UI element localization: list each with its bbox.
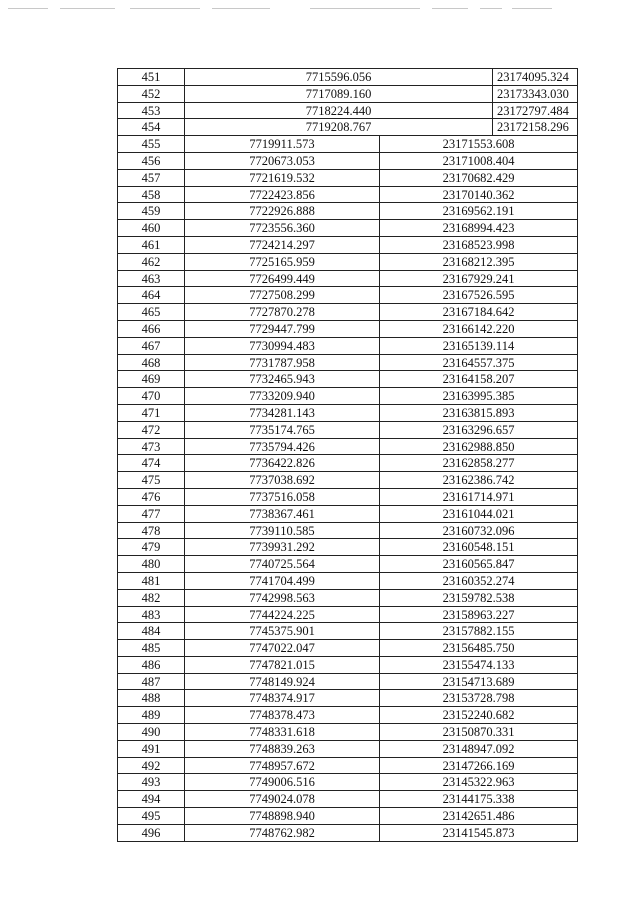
x-coordinate-cell: 7726499.449 bbox=[184, 270, 379, 287]
point-number-cell: 462 bbox=[117, 253, 184, 270]
x-coordinate-cell: 7748762.982 bbox=[184, 824, 379, 841]
y-coordinate-cell: 23152240.682 bbox=[379, 706, 578, 723]
table-row bbox=[117, 186, 581, 203]
point-number-cell: 474 bbox=[117, 454, 184, 471]
coordinate-table bbox=[117, 68, 581, 841]
y-coordinate-cell: 23163296.657 bbox=[379, 421, 578, 438]
x-coordinate-cell: 7744224.225 bbox=[184, 606, 379, 623]
x-coordinate-cell: 7748839.263 bbox=[184, 740, 379, 757]
y-coordinate-cell: 23155474.133 bbox=[379, 656, 578, 673]
point-number-cell: 457 bbox=[117, 169, 184, 186]
point-number-cell: 488 bbox=[117, 689, 184, 706]
y-coordinate-cell: 23141545.873 bbox=[379, 824, 578, 841]
table-row bbox=[117, 555, 581, 572]
point-number-cell: 481 bbox=[117, 572, 184, 589]
table-row bbox=[117, 85, 581, 102]
point-number-cell: 455 bbox=[117, 135, 184, 152]
x-coordinate-cell: 7727508.299 bbox=[184, 286, 379, 303]
y-coordinate-cell: 23142651.486 bbox=[379, 807, 578, 824]
x-coordinate-cell: 7720673.053 bbox=[184, 152, 379, 169]
x-coordinate-cell: 7722423.856 bbox=[184, 186, 379, 203]
x-coordinate-cell: 7731787.958 bbox=[184, 354, 379, 371]
point-number-cell: 465 bbox=[117, 303, 184, 320]
point-number-cell: 468 bbox=[117, 354, 184, 371]
table-row bbox=[117, 169, 581, 186]
x-coordinate-cell: 7719208.767 bbox=[184, 118, 492, 135]
table-row bbox=[117, 757, 581, 774]
y-coordinate-cell: 23160352.274 bbox=[379, 572, 578, 589]
table-row bbox=[117, 505, 581, 522]
x-coordinate-cell: 7748331.618 bbox=[184, 723, 379, 740]
y-coordinate-cell: 23165139.114 bbox=[379, 337, 578, 354]
table-row bbox=[117, 639, 581, 656]
table-row bbox=[117, 807, 581, 824]
x-coordinate-cell: 7739931.292 bbox=[184, 538, 379, 555]
x-coordinate-cell: 7724214.297 bbox=[184, 236, 379, 253]
table-row bbox=[117, 723, 581, 740]
table-row bbox=[117, 673, 581, 690]
x-coordinate-cell: 7742998.563 bbox=[184, 589, 379, 606]
y-coordinate-cell: 23161044.021 bbox=[379, 505, 578, 522]
table-row bbox=[117, 404, 581, 421]
y-coordinate-cell: 23166142.220 bbox=[379, 320, 578, 337]
y-coordinate-cell: 23144175.338 bbox=[379, 790, 578, 807]
x-coordinate-cell: 7748378.473 bbox=[184, 706, 379, 723]
point-number-cell: 459 bbox=[117, 202, 184, 219]
x-coordinate-cell: 7748957.672 bbox=[184, 757, 379, 774]
x-coordinate-cell: 7745375.901 bbox=[184, 622, 379, 639]
point-number-cell: 475 bbox=[117, 471, 184, 488]
y-coordinate-cell: 23171008.404 bbox=[379, 152, 578, 169]
y-coordinate-cell: 23156485.750 bbox=[379, 639, 578, 656]
point-number-cell: 476 bbox=[117, 488, 184, 505]
x-coordinate-cell: 7732465.943 bbox=[184, 370, 379, 387]
table-row bbox=[117, 740, 581, 757]
point-number-cell: 469 bbox=[117, 370, 184, 387]
table-row bbox=[117, 102, 581, 119]
x-coordinate-cell: 7734281.143 bbox=[184, 404, 379, 421]
x-coordinate-cell: 7741704.499 bbox=[184, 572, 379, 589]
y-coordinate-cell: 23150870.331 bbox=[379, 723, 578, 740]
y-coordinate-cell: 23147266.169 bbox=[379, 757, 578, 774]
x-coordinate-cell: 7738367.461 bbox=[184, 505, 379, 522]
y-coordinate-cell: 23160565.847 bbox=[379, 555, 578, 572]
table-row bbox=[117, 320, 581, 337]
y-coordinate-cell: 23168523.998 bbox=[379, 236, 578, 253]
point-number-cell: 490 bbox=[117, 723, 184, 740]
y-coordinate-cell: 23171553.608 bbox=[379, 135, 578, 152]
point-number-cell: 494 bbox=[117, 790, 184, 807]
y-coordinate-cell: 23160548.151 bbox=[379, 538, 578, 555]
point-number-cell: 453 bbox=[117, 102, 184, 119]
y-coordinate-cell: 23157882.155 bbox=[379, 622, 578, 639]
x-coordinate-cell: 7739110.585 bbox=[184, 522, 379, 539]
point-number-cell: 466 bbox=[117, 320, 184, 337]
table-row bbox=[117, 522, 581, 539]
table-row bbox=[117, 303, 581, 320]
y-coordinate-cell: 23164557.375 bbox=[379, 354, 578, 371]
x-coordinate-cell: 7719911.573 bbox=[184, 135, 379, 152]
y-coordinate-cell: 23158963.227 bbox=[379, 606, 578, 623]
table-row bbox=[117, 286, 581, 303]
x-coordinate-cell: 7747022.047 bbox=[184, 639, 379, 656]
y-coordinate-cell: 23162988.850 bbox=[379, 438, 578, 455]
y-coordinate-cell: 23168994.423 bbox=[379, 219, 578, 236]
table-row bbox=[117, 118, 581, 135]
x-coordinate-cell: 7721619.532 bbox=[184, 169, 379, 186]
table-row bbox=[117, 152, 581, 169]
x-coordinate-cell: 7725165.959 bbox=[184, 253, 379, 270]
point-number-cell: 458 bbox=[117, 186, 184, 203]
table-row bbox=[117, 68, 581, 85]
point-number-cell: 482 bbox=[117, 589, 184, 606]
y-coordinate-cell: 23167929.241 bbox=[379, 270, 578, 287]
table-row bbox=[117, 370, 581, 387]
x-coordinate-cell: 7737516.058 bbox=[184, 488, 379, 505]
y-coordinate-cell: 23145322.963 bbox=[379, 773, 578, 790]
point-number-cell: 452 bbox=[117, 85, 184, 102]
table-row bbox=[117, 387, 581, 404]
table-row bbox=[117, 253, 581, 270]
x-coordinate-cell: 7737038.692 bbox=[184, 471, 379, 488]
point-number-cell: 451 bbox=[117, 68, 184, 85]
table-row bbox=[117, 202, 581, 219]
point-number-cell: 480 bbox=[117, 555, 184, 572]
point-number-cell: 479 bbox=[117, 538, 184, 555]
x-coordinate-cell: 7748898.940 bbox=[184, 807, 379, 824]
table-bottom-border bbox=[117, 841, 578, 842]
y-coordinate-cell: 23162858.277 bbox=[379, 454, 578, 471]
point-number-cell: 477 bbox=[117, 505, 184, 522]
y-coordinate-cell: 23159782.538 bbox=[379, 589, 578, 606]
point-number-cell: 467 bbox=[117, 337, 184, 354]
x-coordinate-cell: 7730994.483 bbox=[184, 337, 379, 354]
point-number-cell: 471 bbox=[117, 404, 184, 421]
x-coordinate-cell: 7740725.564 bbox=[184, 555, 379, 572]
point-number-cell: 461 bbox=[117, 236, 184, 253]
table-row bbox=[117, 421, 581, 438]
point-number-cell: 473 bbox=[117, 438, 184, 455]
point-number-cell: 491 bbox=[117, 740, 184, 757]
table-row bbox=[117, 488, 581, 505]
table-row bbox=[117, 773, 581, 790]
table-row bbox=[117, 354, 581, 371]
point-number-cell: 484 bbox=[117, 622, 184, 639]
table-row bbox=[117, 135, 581, 152]
table-row bbox=[117, 270, 581, 287]
x-coordinate-cell: 7735794.426 bbox=[184, 438, 379, 455]
y-coordinate-cell: 23160732.096 bbox=[379, 522, 578, 539]
x-coordinate-cell: 7723556.360 bbox=[184, 219, 379, 236]
y-coordinate-cell: 23161714.971 bbox=[379, 488, 578, 505]
table-row bbox=[117, 454, 581, 471]
table-row bbox=[117, 706, 581, 723]
y-coordinate-cell: 23170682.429 bbox=[379, 169, 578, 186]
x-coordinate-cell: 7735174.765 bbox=[184, 421, 379, 438]
table-row bbox=[117, 689, 581, 706]
point-number-cell: 470 bbox=[117, 387, 184, 404]
point-number-cell: 485 bbox=[117, 639, 184, 656]
point-number-cell: 456 bbox=[117, 152, 184, 169]
x-coordinate-cell: 7749024.078 bbox=[184, 790, 379, 807]
x-coordinate-cell: 7748149.924 bbox=[184, 673, 379, 690]
x-coordinate-cell: 7748374.917 bbox=[184, 689, 379, 706]
table-row bbox=[117, 337, 581, 354]
point-number-cell: 492 bbox=[117, 757, 184, 774]
x-coordinate-cell: 7727870.278 bbox=[184, 303, 379, 320]
y-coordinate-cell: 23172797.484 bbox=[492, 102, 578, 119]
table-row bbox=[117, 538, 581, 555]
table-row bbox=[117, 471, 581, 488]
scan-artifact-line bbox=[0, 2, 640, 16]
x-coordinate-cell: 7733209.940 bbox=[184, 387, 379, 404]
y-coordinate-cell: 23170140.362 bbox=[379, 186, 578, 203]
point-number-cell: 464 bbox=[117, 286, 184, 303]
point-number-cell: 478 bbox=[117, 522, 184, 539]
table-row bbox=[117, 824, 581, 841]
x-coordinate-cell: 7747821.015 bbox=[184, 656, 379, 673]
point-number-cell: 487 bbox=[117, 673, 184, 690]
table-row bbox=[117, 606, 581, 623]
y-coordinate-cell: 23162386.742 bbox=[379, 471, 578, 488]
y-coordinate-cell: 23167184.642 bbox=[379, 303, 578, 320]
x-coordinate-cell: 7717089.160 bbox=[184, 85, 492, 102]
table-row bbox=[117, 572, 581, 589]
x-coordinate-cell: 7715596.056 bbox=[184, 68, 492, 85]
point-number-cell: 493 bbox=[117, 773, 184, 790]
point-number-cell: 483 bbox=[117, 606, 184, 623]
point-number-cell: 495 bbox=[117, 807, 184, 824]
y-coordinate-cell: 23163815.893 bbox=[379, 404, 578, 421]
point-number-cell: 472 bbox=[117, 421, 184, 438]
point-number-cell: 454 bbox=[117, 118, 184, 135]
y-coordinate-cell: 23163995.385 bbox=[379, 387, 578, 404]
point-number-cell: 460 bbox=[117, 219, 184, 236]
x-coordinate-cell: 7718224.440 bbox=[184, 102, 492, 119]
table-row bbox=[117, 656, 581, 673]
y-coordinate-cell: 23164158.207 bbox=[379, 370, 578, 387]
x-coordinate-cell: 7729447.799 bbox=[184, 320, 379, 337]
y-coordinate-cell: 23153728.798 bbox=[379, 689, 578, 706]
point-number-cell: 463 bbox=[117, 270, 184, 287]
x-coordinate-cell: 7749006.516 bbox=[184, 773, 379, 790]
x-coordinate-cell: 7736422.826 bbox=[184, 454, 379, 471]
y-coordinate-cell: 23173343.030 bbox=[492, 85, 578, 102]
table-row bbox=[117, 589, 581, 606]
y-coordinate-cell: 23169562.191 bbox=[379, 202, 578, 219]
point-number-cell: 486 bbox=[117, 656, 184, 673]
table-row bbox=[117, 438, 581, 455]
table-row bbox=[117, 622, 581, 639]
table-row bbox=[117, 236, 581, 253]
point-number-cell: 496 bbox=[117, 824, 184, 841]
y-coordinate-cell: 23148947.092 bbox=[379, 740, 578, 757]
x-coordinate-cell: 7722926.888 bbox=[184, 202, 379, 219]
y-coordinate-cell: 23172158.296 bbox=[492, 118, 578, 135]
point-number-cell: 489 bbox=[117, 706, 184, 723]
y-coordinate-cell: 23167526.595 bbox=[379, 286, 578, 303]
y-coordinate-cell: 23168212.395 bbox=[379, 253, 578, 270]
y-coordinate-cell: 23154713.689 bbox=[379, 673, 578, 690]
table-row bbox=[117, 790, 581, 807]
y-coordinate-cell: 23174095.324 bbox=[492, 68, 578, 85]
table-row bbox=[117, 219, 581, 236]
